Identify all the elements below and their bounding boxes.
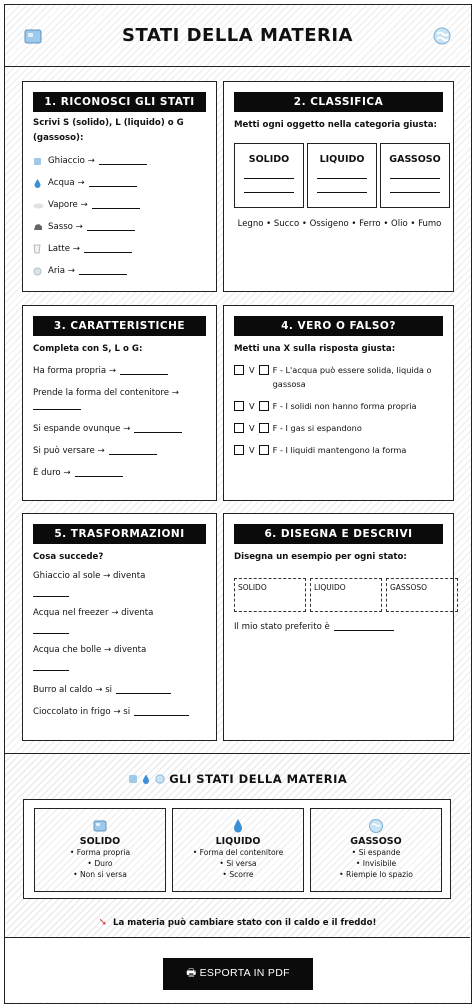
summary-note: ➘ La materia può cambiare stato con il caldo e il freddo! bbox=[98, 917, 377, 928]
vapor-icon bbox=[311, 818, 441, 834]
page-title: STATI DELLA MATERIA bbox=[121, 25, 353, 46]
list-item: Si espande ovunque → bbox=[33, 418, 206, 440]
list-item: Vapore → bbox=[33, 194, 206, 216]
air-icon bbox=[33, 267, 44, 276]
answer-blank[interactable] bbox=[89, 179, 137, 187]
answer-blank[interactable] bbox=[33, 585, 69, 597]
list-item: Ghiaccio → bbox=[33, 150, 206, 172]
list-item: Ghiaccio al sole → diventa bbox=[33, 571, 146, 581]
water-drop-icon bbox=[173, 818, 303, 834]
arrow-icon: ➘ bbox=[98, 917, 107, 928]
answer-blank[interactable] bbox=[87, 223, 135, 231]
exercise-true-false bbox=[223, 305, 454, 501]
list-item: Acqua → bbox=[33, 172, 206, 194]
answer-blank[interactable] bbox=[120, 367, 168, 375]
exercise-classify bbox=[223, 81, 454, 292]
answer-blank[interactable] bbox=[334, 623, 394, 631]
summary-title: GLI STATI DELLA MATERIA bbox=[5, 772, 470, 786]
answer-blank[interactable] bbox=[116, 686, 171, 694]
exercise-instruction: Completa con S, L o G: bbox=[33, 344, 143, 354]
ice-icon bbox=[33, 157, 44, 166]
list-item: Cioccolato in frigo → si bbox=[33, 701, 206, 723]
vapor-icon bbox=[431, 25, 453, 47]
water-drop-icon bbox=[142, 774, 150, 784]
list-item: Acqua nel freezer → diventa bbox=[33, 608, 154, 618]
summary-panel bbox=[23, 799, 451, 899]
true-false-item: V F - I liquidi mantengono la forma bbox=[234, 443, 443, 457]
exercise-title: 2. CLASSIFICA bbox=[234, 92, 443, 112]
answer-blank[interactable] bbox=[92, 201, 140, 209]
list-item: Burro al caldo → si bbox=[33, 679, 206, 701]
export-pdf-button[interactable]: 🖶 ESPORTA IN PDF bbox=[163, 958, 313, 990]
true-checkbox[interactable] bbox=[234, 445, 244, 455]
vapor-icon bbox=[155, 774, 165, 784]
exercise-characteristics bbox=[22, 305, 217, 501]
exercise-title: 6. DISEGNA E DESCRIVI bbox=[234, 524, 443, 544]
exercise-title: 3. CARATTERISTICHE bbox=[33, 316, 206, 336]
answer-blank[interactable] bbox=[33, 622, 69, 634]
ice-icon bbox=[35, 818, 165, 834]
water-drop-icon bbox=[33, 178, 44, 188]
exercise-instruction: Scrivi S (solido), L (liquido) o G (gassoso): bbox=[33, 118, 184, 143]
ice-icon bbox=[128, 774, 138, 784]
true-false-item: V F - L'acqua può essere solida, liquida o gassosa bbox=[234, 363, 443, 391]
list-item: Aria → bbox=[33, 260, 206, 282]
false-checkbox[interactable] bbox=[259, 423, 269, 433]
answer-blank[interactable] bbox=[134, 708, 189, 716]
true-checkbox[interactable] bbox=[234, 401, 244, 411]
cloud-icon bbox=[33, 202, 44, 209]
worksheet bbox=[4, 4, 472, 1004]
ice-cube-icon bbox=[22, 25, 44, 47]
exercise-title: 1. RICONOSCI GLI STATI bbox=[33, 92, 206, 112]
drawing-box-liquid[interactable]: LIQUIDO bbox=[310, 578, 382, 612]
footer bbox=[5, 937, 470, 1002]
drawing-box-solid[interactable]: SOLIDO bbox=[234, 578, 306, 612]
exercise-instruction: Cosa succede? bbox=[33, 552, 104, 562]
exercise-instruction: Metti ogni oggetto nella categoria giusta: bbox=[234, 120, 437, 130]
exercise-draw-describe bbox=[223, 513, 454, 741]
category-box-solid[interactable]: SOLIDO bbox=[234, 143, 304, 208]
answer-blank[interactable] bbox=[109, 447, 157, 455]
state-card-solid: SOLIDO • Forma propria • Duro • Non si versa bbox=[34, 808, 166, 892]
exercise-title: 5. TRASFORMAZIONI bbox=[33, 524, 206, 544]
answer-blank[interactable] bbox=[79, 267, 127, 275]
list-item: Prende la forma del contenitore → bbox=[33, 388, 179, 398]
answer-blank[interactable] bbox=[33, 398, 81, 410]
answer-blank[interactable] bbox=[99, 157, 147, 165]
list-item: È duro → bbox=[33, 462, 206, 484]
false-checkbox[interactable] bbox=[259, 365, 269, 375]
list-item: Acqua che bolle → diventa bbox=[33, 645, 147, 655]
exercise-instruction: Disegna un esempio per ogni stato: bbox=[234, 552, 407, 562]
header bbox=[5, 5, 470, 67]
true-checkbox[interactable] bbox=[234, 365, 244, 375]
summary-section bbox=[5, 753, 470, 937]
state-card-gas: GASSOSO • Si espande • Invisibile • Riempie lo spazio bbox=[310, 808, 442, 892]
false-checkbox[interactable] bbox=[259, 445, 269, 455]
answer-blank[interactable] bbox=[33, 659, 69, 671]
true-false-item: V F - I gas si espandono bbox=[234, 421, 443, 435]
true-checkbox[interactable] bbox=[234, 423, 244, 433]
answer-blank[interactable] bbox=[84, 245, 132, 253]
exercise-recognize-states bbox=[22, 81, 217, 292]
false-checkbox[interactable] bbox=[259, 401, 269, 411]
rock-icon bbox=[33, 223, 44, 231]
exercise-instruction: Metti una X sulla risposta giusta: bbox=[234, 344, 396, 354]
glass-icon bbox=[33, 244, 44, 254]
favorite-state-line: Il mio stato preferito è bbox=[234, 616, 394, 638]
answer-blank[interactable] bbox=[75, 469, 123, 477]
list-item: Sasso → bbox=[33, 216, 206, 238]
state-card-liquid: LIQUIDO • Forma del contenitore • Si versa • Scorre bbox=[172, 808, 304, 892]
word-bank: Legno • Succo • Ossigeno • Ferro • Olio • Fumo bbox=[237, 219, 442, 229]
exercise-transformations bbox=[22, 513, 217, 741]
category-box-liquid[interactable]: LIQUIDO bbox=[307, 143, 377, 208]
answer-blank[interactable] bbox=[134, 425, 182, 433]
drawing-box-gas[interactable]: GASSOSO bbox=[386, 578, 458, 612]
exercise-title: 4. VERO O FALSO? bbox=[234, 316, 443, 336]
list-item: Latte → bbox=[33, 238, 206, 260]
true-false-item: V F - I solidi non hanno forma propria bbox=[234, 399, 443, 413]
category-box-gas[interactable]: GASSOSO bbox=[380, 143, 450, 208]
list-item: Ha forma propria → bbox=[33, 360, 206, 382]
list-item: Si può versare → bbox=[33, 440, 206, 462]
